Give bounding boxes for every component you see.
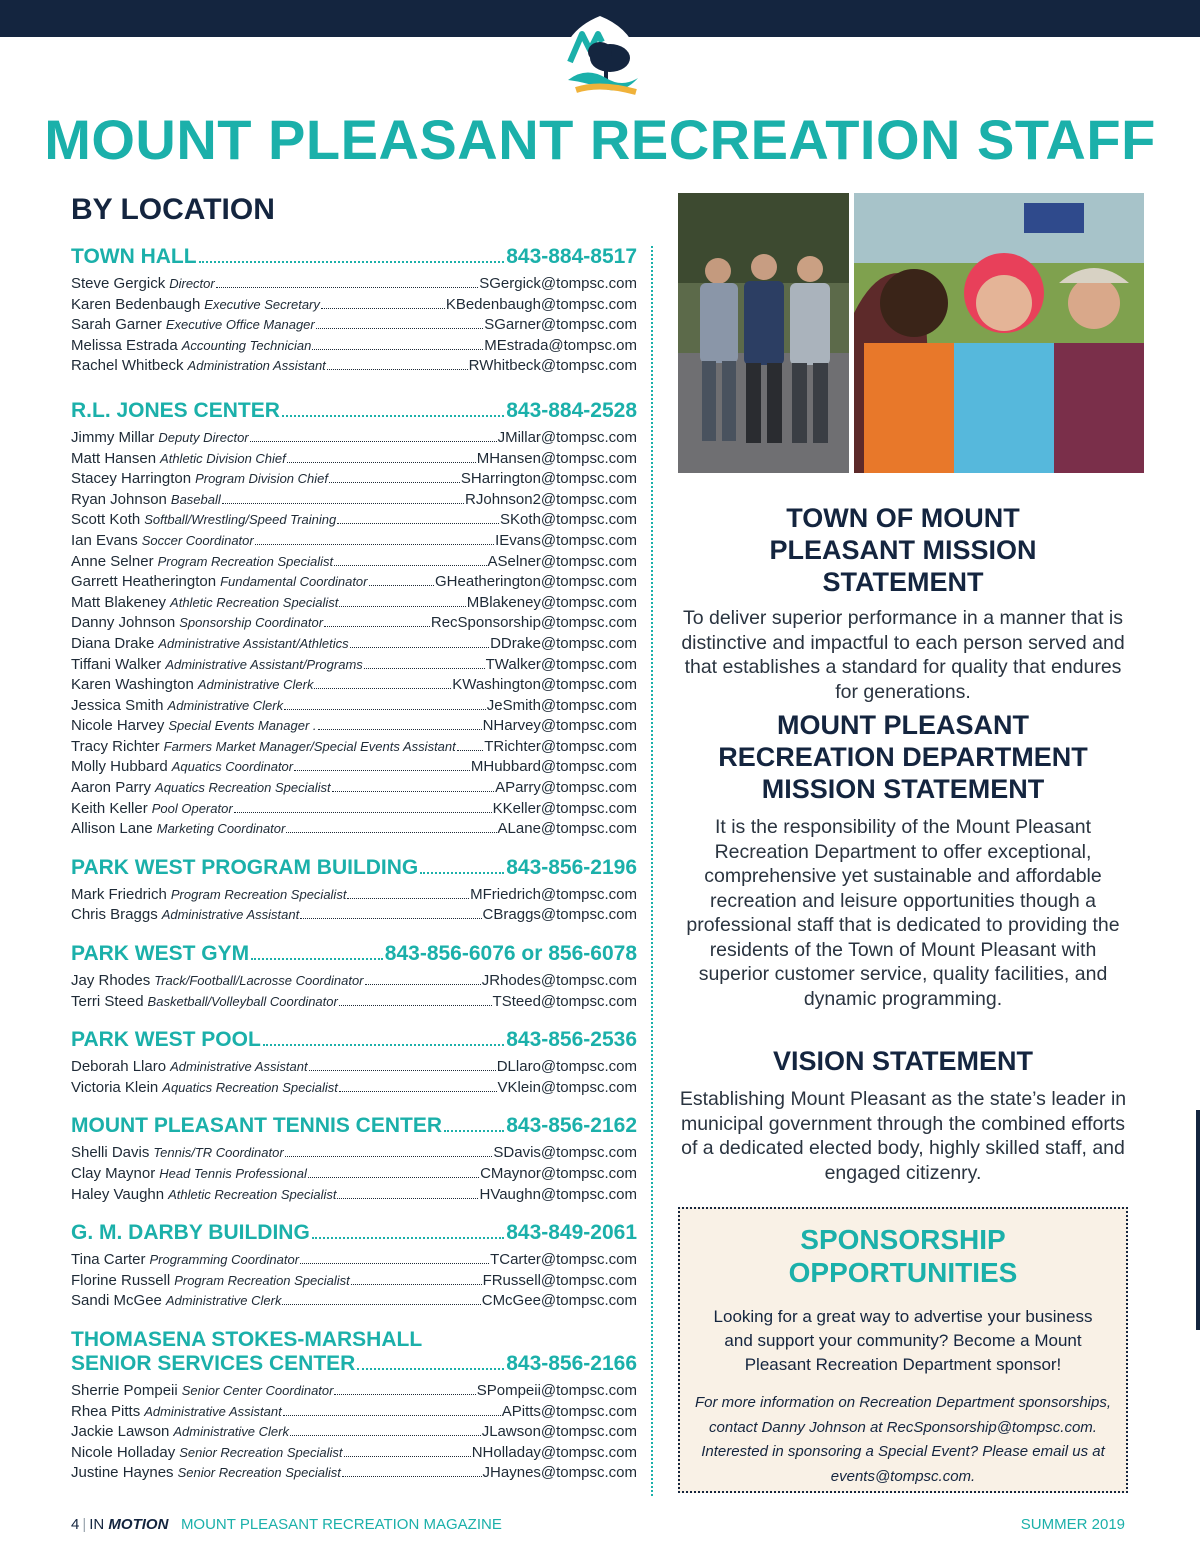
dot-leader [339, 606, 465, 607]
location-section [71, 942, 637, 1012]
staff-title: Administrative Clerk [197, 677, 314, 693]
staff-name: Clay Maynor [71, 1165, 156, 1182]
staff-name: Ryan Johnson [71, 490, 167, 508]
staff-title: Administrative Assistant [161, 907, 300, 923]
staff-row [71, 428, 637, 449]
staff-name: Victoria Klein [71, 1078, 159, 1096]
staff-name: Danny Johnson [71, 614, 176, 632]
staff-name: Rhea Pitts [71, 1402, 141, 1420]
staff-row [71, 1291, 637, 1312]
dot-leader [347, 898, 469, 899]
vision-heading: VISION STATEMENT [772, 1046, 1033, 1076]
location-heading [71, 245, 637, 269]
staff-title: Senior Recreation Specialist [177, 1465, 341, 1481]
location-phone: 843-856-2166 [506, 1351, 637, 1375]
staff-title: Administrative Clerk [167, 697, 284, 713]
staff-title: Athletic Division Chief [160, 450, 286, 466]
staff-title: Head Tennis Professional [159, 1166, 307, 1181]
staff-name: Nicole Holladay [71, 1443, 176, 1461]
sponsorship-info: For more information on Recreation Department sponsorships, contact Danny Johnson at RecSponsorship@tompsc.com. Interested in sponsoring a Special Event? Please email us at events@tompsc.com. [694, 1394, 1112, 1485]
staff-title: Athletic Recreation Specialist [168, 1186, 337, 1202]
staff-title: Farmers Market Manager/Special Events Assistant [163, 738, 456, 754]
staff-email[interactable]: IEvans@tompsc.com [495, 531, 637, 549]
staff-title: Senior Center Coordinator [181, 1382, 334, 1398]
dot-leader [283, 1415, 501, 1416]
staff-row [71, 1422, 637, 1443]
staff-row [71, 1185, 637, 1206]
staff-name: Justine Haynes [71, 1464, 174, 1482]
vision [678, 1045, 1128, 1185]
staff-title: Basketball/Volleyball Coordinator [147, 993, 338, 1009]
staff-row [71, 1381, 637, 1402]
dot-leader [420, 872, 504, 874]
staff-email[interactable]: RWhitbeck@tompsc.com [468, 357, 637, 375]
staff-row [71, 274, 637, 295]
dot-leader [339, 1091, 497, 1092]
location-name: R.L. JONES CENTER [71, 398, 280, 422]
dot-leader [314, 688, 451, 689]
location-phone: 843-856-6076 or 856-6078 [384, 942, 637, 966]
staff-email[interactable]: GHeatherington@tompsc.com [435, 573, 637, 591]
dot-leader [263, 1044, 504, 1046]
staff-email[interactable]: KKeller@tompsc.com [492, 799, 637, 817]
staff-row [71, 992, 637, 1013]
staff-email[interactable]: SGarner@tompsc.com [484, 316, 637, 334]
location-heading [71, 1328, 637, 1376]
staff-name: Diana Drake [71, 634, 155, 652]
staff-row [71, 449, 637, 470]
staff-name: Jay Rhodes [71, 972, 151, 990]
staff-title: Deputy Director [158, 429, 249, 445]
dot-leader [222, 503, 464, 504]
staff-name: Chris Braggs [71, 906, 158, 924]
logo-icon [556, 12, 644, 98]
staff-name: Deborah Llaro [71, 1058, 167, 1076]
staff-row [71, 819, 637, 840]
dot-leader [329, 482, 460, 483]
staff-name: Allison Lane [71, 820, 153, 838]
staff-email[interactable]: TWalker@tompsc.com [485, 655, 637, 673]
magazine-name: MOUNT PLEASANT RECREATION MAGAZINE [180, 1516, 502, 1533]
staff-name: Ian Evans [71, 531, 138, 549]
staff-title: Soccer Coordinator [141, 532, 254, 548]
staff-email[interactable]: RJohnson2@tompsc.com [465, 490, 637, 508]
dot-leader [251, 958, 383, 960]
staff-email[interactable]: MHubbard@tompsc.com [470, 758, 637, 776]
dot-leader [216, 287, 479, 288]
dot-leader [321, 308, 445, 309]
staff-title: Director [169, 276, 215, 291]
brand-name: MOTION [108, 1516, 169, 1533]
staff-row [71, 737, 637, 758]
staff-title: Program Recreation Specialist [157, 553, 334, 569]
dot-leader [332, 791, 494, 792]
dot-leader [250, 441, 497, 442]
by-location-heading: BY LOCATION [71, 193, 275, 226]
staff-title: Accounting Technician [181, 337, 312, 353]
location-name: SENIOR SERVICES CENTER [71, 1351, 356, 1375]
staff-title: Executive Office Manager [165, 317, 315, 333]
dot-leader [312, 1237, 504, 1239]
dot-leader [300, 918, 481, 919]
dot-leader [457, 750, 483, 751]
dot-leader [344, 1456, 471, 1457]
staff-email[interactable]: MEstrada@tompsc.om [484, 336, 637, 354]
dot-leader [342, 1476, 482, 1477]
staff-name: Melissa Estrada [71, 336, 178, 354]
dot-leader [287, 462, 476, 463]
staff-email[interactable]: TRichter@tompsc.com [484, 737, 637, 755]
sponsorship-box [678, 1207, 1128, 1493]
town-mission-body: To deliver superior performance in a manner that is distinctive and impactful to each person served and that establishes a standard for quality that endures for generations. [681, 607, 1125, 703]
location-phone: 843-856-2196 [506, 855, 637, 879]
staff-email[interactable]: CBraggs@tompsc.com [482, 906, 637, 924]
staff-row [71, 593, 637, 614]
staff-name: Keith Keller [71, 799, 148, 817]
location-section [71, 1028, 637, 1098]
staff-email[interactable]: RecSponsorship@tompsc.com [430, 614, 637, 632]
staff-row [71, 1057, 637, 1078]
staff-email[interactable]: JMillar@tompsc.com [497, 428, 637, 446]
location-section [71, 245, 637, 377]
staff-row [71, 1250, 637, 1271]
dot-leader [309, 1070, 496, 1071]
staff-title: Programming Coordinator [149, 1252, 300, 1268]
location-name: TOWN HALL [71, 245, 197, 268]
staff-row [71, 799, 637, 820]
staff-directory [71, 245, 637, 1500]
brand-prefix: IN [89, 1516, 109, 1533]
dot-leader [337, 1198, 478, 1199]
staff-email[interactable]: VKlein@tompsc.com [497, 1078, 637, 1096]
location-section [71, 399, 637, 840]
staff-title: Track/Football/Lacrosse Coordinator [154, 973, 364, 989]
staff-name: Jessica Smith [71, 696, 164, 714]
footer-issue: SUMMER 2019 [1020, 1516, 1125, 1533]
rec-mission [678, 709, 1128, 1011]
staff-email[interactable]: JHaynes@tompsc.com [482, 1464, 637, 1482]
staff-name: Anne Selner [71, 552, 154, 570]
staff-title: Aquatics Recreation Specialist [162, 1079, 338, 1095]
staff-email[interactable]: SHarrington@tompsc.com [460, 470, 637, 488]
staff-name: Aaron Parry [71, 779, 152, 797]
staff-title: Pool Operator [151, 800, 233, 816]
staff-row [71, 716, 637, 737]
staff-title: Administrative Clerk [165, 1293, 282, 1309]
staff-name: Garrett Heatherington [71, 573, 217, 591]
dot-leader [290, 1435, 481, 1436]
staff-title: Program Recreation Specialist [174, 1272, 350, 1288]
location-section [71, 856, 637, 926]
staff-photo-men [678, 193, 849, 473]
location-phone: 843-884-2528 [506, 398, 637, 422]
staff-row [71, 634, 637, 655]
staff-row [71, 469, 637, 490]
staff-row [71, 572, 637, 593]
staff-name: Jimmy Millar [71, 428, 155, 446]
location-phone: 843-856-2162 [506, 1114, 637, 1138]
staff-email[interactable]: APitts@tompsc.com [501, 1402, 637, 1420]
staff-email[interactable]: NHolladay@tompsc.com [471, 1443, 637, 1461]
staff-email[interactable]: AParry@tompsc.com [495, 779, 637, 797]
staff-email[interactable]: KWashington@tompsc.com [452, 676, 637, 694]
staff-email[interactable]: SKoth@tompsc.com [500, 511, 637, 529]
staff-name: Florine Russell [71, 1271, 171, 1289]
staff-name: Terri Steed [71, 992, 144, 1010]
staff-email[interactable]: CMcGee@tompsc.com [481, 1292, 637, 1310]
staff-name: Scott Koth [71, 511, 141, 529]
staff-row [71, 613, 637, 634]
staff-email[interactable]: HVaughn@tompsc.com [479, 1185, 637, 1203]
dot-leader [318, 729, 482, 730]
staff-email[interactable]: SGergick@tompsc.com [479, 275, 637, 292]
footer-left: 4 | IN MOTION MOUNT PLEASANT RECREATION MAGAZINE [71, 1516, 502, 1533]
staff-title: Program Division Chief [195, 471, 328, 487]
dot-leader [312, 349, 483, 350]
staff-name: Tiffani Walker [71, 655, 162, 673]
staff-name: Shelli Davis [71, 1144, 150, 1162]
staff-row [71, 315, 637, 336]
location-heading [71, 1221, 637, 1245]
dot-leader [316, 328, 483, 329]
staff-title: Administrative Assistant [144, 1403, 282, 1419]
staff-row [71, 675, 637, 696]
location-name: G. M. DARBY BUILDING [71, 1221, 310, 1245]
location-phone: 843-849-2061 [506, 1221, 637, 1245]
staff-email[interactable]: TSteed@tompsc.com [492, 992, 637, 1010]
dot-leader [308, 1177, 479, 1178]
staff-title: Softball/Wrestling/Speed Training [144, 512, 337, 528]
staff-row [71, 1443, 637, 1464]
staff-row [71, 655, 637, 676]
staff-name: Matt Hansen [71, 449, 157, 467]
staff-row [71, 531, 637, 552]
staff-title: Baseball [170, 491, 221, 507]
staff-email[interactable]: KBedenbaugh@tompsc.com [445, 295, 637, 313]
staff-row [71, 552, 637, 573]
location-heading [71, 399, 637, 423]
location-name: PARK WEST GYM [71, 942, 250, 966]
dot-leader [369, 585, 435, 586]
location-name-line1: THOMASENA STOKES-MARSHALL [71, 1327, 423, 1351]
staff-email[interactable]: SDavis@tompsc.com [493, 1144, 637, 1162]
dot-leader [364, 668, 485, 669]
dot-leader [334, 1394, 475, 1395]
staff-row [71, 490, 637, 511]
location-phone: 843-856-2536 [506, 1028, 637, 1052]
staff-email[interactable]: JeSmith@tompsc.com [486, 696, 637, 714]
staff-photo-women [854, 193, 1144, 473]
staff-row [71, 510, 637, 531]
dot-leader [199, 261, 505, 263]
staff-row [71, 295, 637, 316]
page-title: MOUNT PLEASANT RECREATION STAFF [44, 108, 1156, 171]
dot-leader [324, 626, 430, 627]
staff-email[interactable]: ALane@tompsc.com [497, 820, 637, 838]
vision-body: Establishing Mount Pleasant as the state’s leader in municipal government through the combined efforts of a dedicated elected body, highly skilled staff, and engaged citizenry. [679, 1088, 1127, 1184]
location-section [71, 1221, 637, 1312]
dot-leader [282, 1304, 480, 1305]
side-tab [1196, 1110, 1200, 1330]
dot-leader [286, 832, 496, 833]
staff-row [71, 885, 637, 906]
staff-row [71, 336, 637, 357]
staff-row [71, 1164, 637, 1185]
rec-mission-heading: MOUNT PLEASANT RECREATION DEPARTMENT MISSION STATEMENT [718, 710, 1088, 804]
staff-name: Stacey Harrington [71, 470, 192, 488]
rec-mission-body: It is the responsibility of the Mount Pleasant Recreation Department to offer exceptional, comprehensive yet sustainable and affordable recreation and leisure opportunities though a professional staff that is dedicated to providing the residents of the Town of Mount Pleasant with superior customer service, quality facilities, and dynamic programming. [686, 816, 1120, 1010]
staff-name: Jackie Lawson [71, 1423, 170, 1441]
dot-leader [337, 523, 499, 524]
staff-title: Senior Recreation Specialist [179, 1444, 343, 1460]
dot-leader [282, 415, 504, 417]
staff-title: Fundamental Coordinator [220, 574, 368, 590]
staff-title: Administrative Assistant/Programs [165, 656, 363, 672]
staff-email[interactable]: TCarter@tompsc.com [490, 1251, 637, 1269]
staff-title: Athletic Recreation Specialist [170, 594, 339, 610]
staff-row [71, 356, 637, 377]
staff-title: Tennis/TR Coordinator [153, 1145, 284, 1161]
location-heading [71, 942, 637, 966]
staff-title: Special Events Manager . [168, 718, 317, 734]
staff-email[interactable]: MFriedrich@tompsc.com [470, 885, 637, 903]
staff-email[interactable]: CMaynor@tompsc.com [480, 1165, 637, 1182]
staff-name: Karen Washington [71, 676, 194, 694]
staff-name: Molly Hubbard [71, 758, 168, 776]
location-name: PARK WEST PROGRAM BUILDING [71, 855, 419, 879]
staff-email[interactable]: JLawson@tompsc.com [481, 1423, 637, 1441]
staff-title: Administrative Assistant/Athletics [158, 635, 349, 651]
staff-email[interactable]: JRhodes@tompsc.com [481, 972, 637, 990]
staff-email[interactable]: FRussell@tompsc.com [482, 1271, 637, 1289]
dot-leader [284, 709, 486, 710]
staff-name: Karen Bedenbaugh [71, 295, 201, 313]
staff-row [71, 696, 637, 717]
dot-leader [351, 1284, 482, 1285]
staff-title: Marketing Coordinator [156, 821, 286, 837]
location-name: MOUNT PLEASANT TENNIS CENTER [71, 1114, 443, 1138]
staff-title: Administrative Clerk [173, 1424, 289, 1440]
town-mission [678, 502, 1128, 704]
staff-name: Steve Gergick [71, 275, 166, 292]
staff-row [71, 1078, 637, 1099]
staff-title: Executive Secretary [204, 296, 320, 312]
staff-title: Administrative Assistant [170, 1059, 308, 1075]
staff-row [71, 1463, 637, 1484]
dot-leader [300, 1263, 489, 1264]
dot-leader [444, 1130, 504, 1132]
town-mission-heading: TOWN OF MOUNT PLEASANT MISSION STATEMENT [769, 503, 1037, 597]
location-heading [71, 1028, 637, 1052]
staff-email[interactable]: NHarvey@tompsc.com [482, 717, 637, 735]
dot-leader [339, 1005, 492, 1006]
staff-name: Rachel Whitbeck [71, 357, 184, 375]
dot-leader [285, 1156, 493, 1157]
staff-name: Sarah Garner [71, 316, 162, 334]
location-section [71, 1114, 637, 1205]
staff-email[interactable]: SPompeii@tompsc.com [476, 1381, 637, 1399]
location-heading [71, 856, 637, 880]
staff-row [71, 778, 637, 799]
staff-name: Mark Friedrich [71, 885, 167, 903]
staff-email[interactable]: MHansen@tompsc.com [476, 449, 637, 467]
staff-title: Program Recreation Specialist [170, 886, 347, 902]
staff-row [71, 1271, 637, 1292]
staff-title: Aquatics Coordinator [171, 759, 294, 775]
staff-name: Nicole Harvey [71, 717, 165, 735]
staff-name: Tracy Richter [71, 737, 160, 755]
staff-row [71, 1143, 637, 1164]
dot-leader [255, 544, 494, 545]
staff-title: Aquatics Recreation Specialist [155, 780, 331, 796]
staff-name: Sherrie Pompeii [71, 1381, 178, 1399]
staff-name: Haley Vaughn [71, 1185, 165, 1203]
sponsorship-heading: SPONSORSHIP OPPORTUNITIES [788, 1224, 1018, 1288]
location-name: PARK WEST POOL [71, 1028, 261, 1052]
dot-leader [294, 770, 470, 771]
dot-leader [327, 369, 468, 370]
dot-leader [357, 1368, 504, 1370]
staff-email[interactable]: MBlakeney@tompsc.com [466, 593, 637, 611]
location-phone: 843-884-8517 [506, 245, 637, 268]
dot-leader [334, 565, 486, 566]
dot-leader [350, 647, 489, 648]
sponsorship-body: Looking for a great way to advertise your business and support your community? Become a Mount Pleasant Recreation Department sponsor! [713, 1307, 1093, 1374]
staff-title: Sponsorship Coordinator [179, 615, 324, 631]
staff-row [71, 1402, 637, 1423]
staff-row [71, 971, 637, 992]
staff-email[interactable]: DDrake@tompsc.com [490, 634, 637, 652]
staff-email[interactable]: ASelner@tompsc.com [487, 552, 637, 570]
staff-name: Tina Carter [71, 1251, 146, 1269]
staff-title: Administration Assistant [187, 358, 326, 374]
staff-name: Matt Blakeney [71, 593, 167, 611]
page-number: 4 [71, 1516, 80, 1533]
dot-leader [234, 812, 492, 813]
staff-row [71, 905, 637, 926]
location-heading [71, 1114, 637, 1138]
location-section [71, 1328, 637, 1484]
staff-name: Sandi McGee [71, 1292, 162, 1310]
staff-row [71, 757, 637, 778]
staff-email[interactable]: DLlaro@tompsc.com [496, 1058, 637, 1076]
dot-leader [365, 984, 481, 985]
column-divider [651, 246, 653, 1496]
